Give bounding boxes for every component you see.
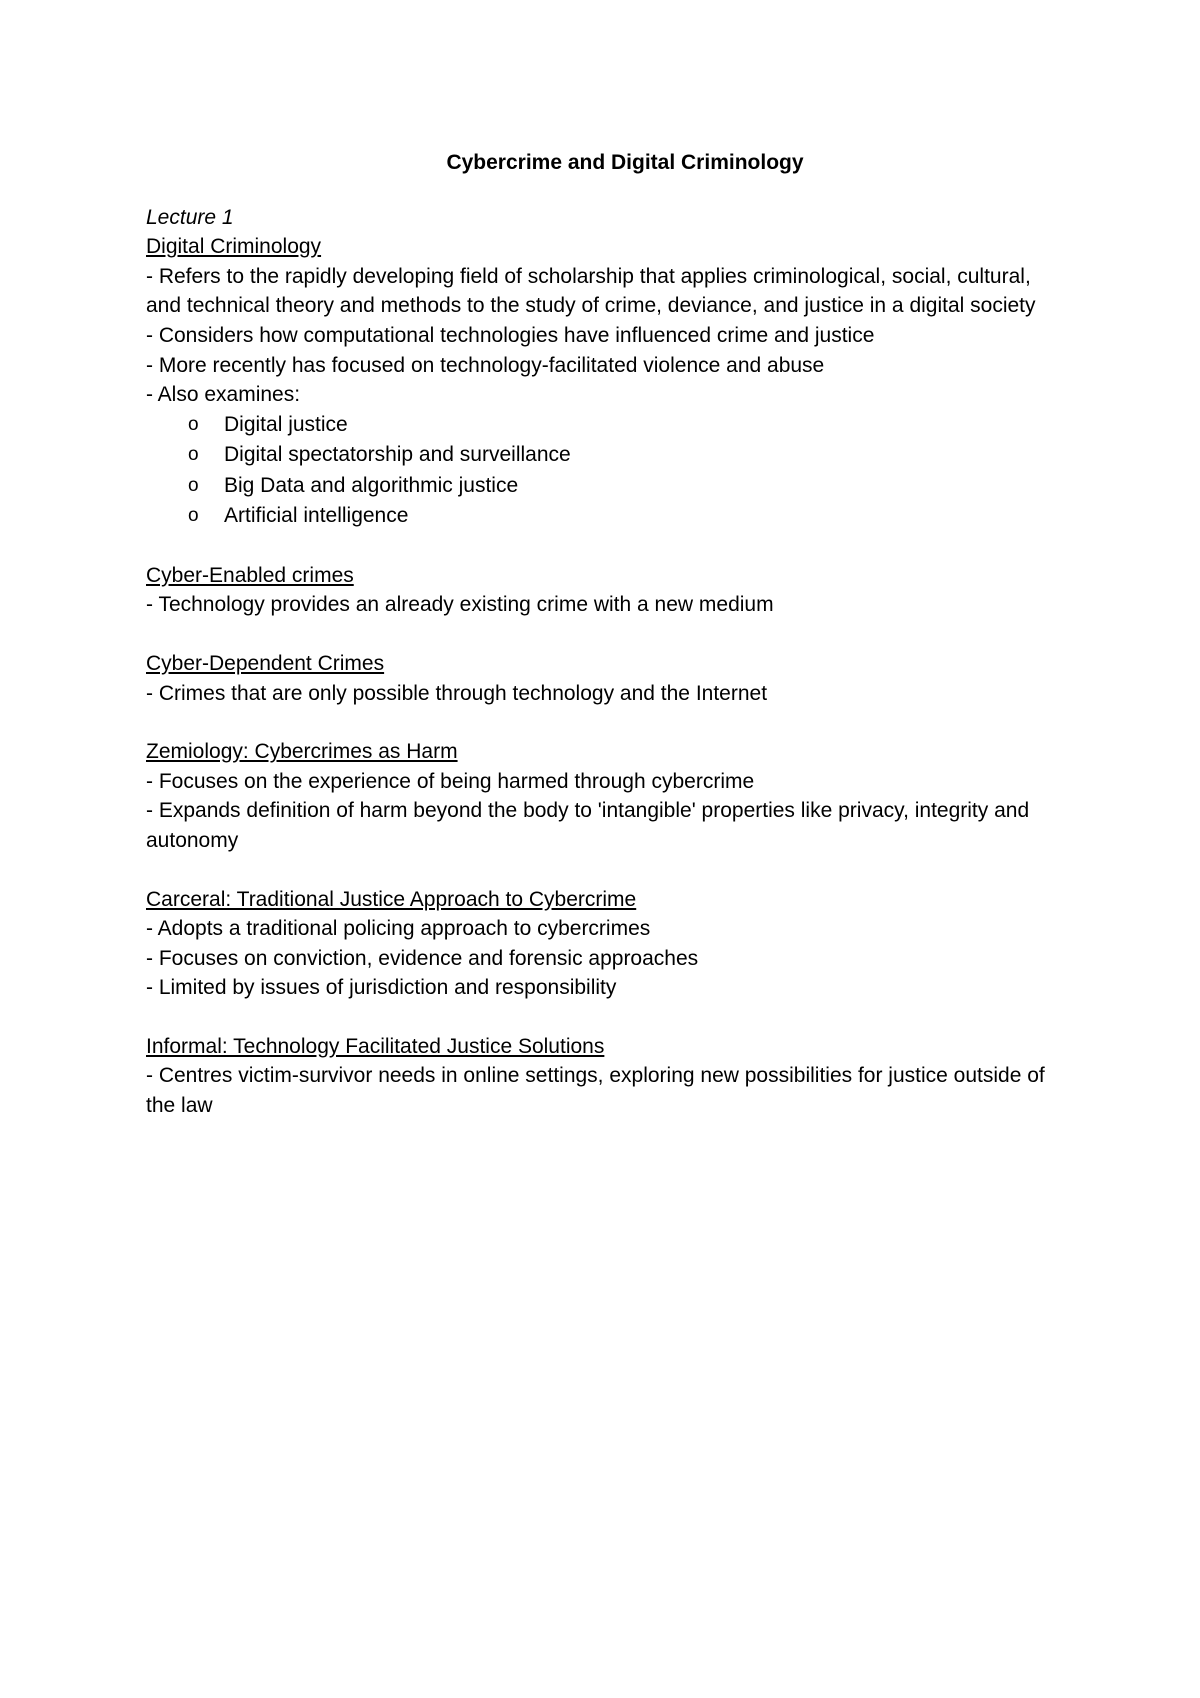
- document-title: Cybercrime and Digital Criminology: [446, 151, 804, 174]
- section-line: - Also examines:: [146, 383, 301, 407]
- section-line: - Centres victim-survivor needs in online settings, exploring new possibilities for justice outside of the law: [146, 1064, 1045, 1118]
- section-zemiology: [146, 737, 1066, 855]
- section-line: - Technology provides an already existing crime with a new medium: [146, 593, 774, 617]
- section-line: - More recently has focused on technology-facilitated violence and abuse: [146, 353, 825, 377]
- section-line: - Focuses on the experience of being harmed through cybercrime: [146, 769, 755, 793]
- section-heading: Zemiology: Cybercrimes as Harm: [146, 740, 458, 764]
- list-item: [146, 501, 1066, 532]
- examines-list: [146, 410, 1066, 532]
- list-item-text: Digital justice: [224, 412, 348, 436]
- list-item-text: Digital spectatorship and surveillance: [224, 443, 571, 467]
- section-line: - Expands definition of harm beyond the body to 'intangible' properties like privacy, integrity and autonomy: [146, 799, 1030, 852]
- section-heading: Cyber-Enabled crimes: [146, 563, 354, 587]
- lecture-label: Lecture 1: [146, 205, 234, 229]
- section-carceral: [146, 885, 1066, 1003]
- section-heading: Cyber-Dependent Crimes: [146, 651, 385, 675]
- section-cyber-dependent-crimes: [146, 649, 1066, 708]
- section-digital-criminology: [146, 232, 1066, 532]
- list-item-text: Big Data and algorithmic justice: [224, 473, 519, 497]
- section-line: - Adopts a traditional policing approach to cybercrimes: [146, 917, 651, 941]
- list-item: [146, 440, 1066, 471]
- bullet-marker-icon: o: [188, 474, 199, 496]
- list-item-text: Artificial intelligence: [224, 504, 409, 528]
- section-heading: Informal: Technology Facilitated Justice Solutions: [146, 1034, 605, 1058]
- section-line: - Considers how computational technologies have influenced crime and justice: [146, 323, 875, 347]
- bullet-marker-icon: o: [188, 505, 199, 527]
- section-informal: [146, 1032, 1066, 1121]
- bullet-marker-icon: o: [188, 444, 199, 466]
- section-cyber-enabled-crimes: [146, 561, 1066, 620]
- bullet-marker-icon: o: [188, 413, 199, 435]
- list-item: [146, 410, 1066, 441]
- document-body: [146, 148, 1066, 1121]
- spacer: [146, 178, 1066, 203]
- section-heading: Digital Criminology: [146, 235, 322, 259]
- section-line: - Focuses on conviction, evidence and forensic approaches: [146, 946, 699, 970]
- section-line: - Crimes that are only possible through technology and the Internet: [146, 681, 768, 705]
- section-line: - Refers to the rapidly developing field of scholarship that applies criminological, social, cultural, and technical theory and methods to the study of crime, deviance, and justice in a digital society: [146, 264, 1036, 318]
- section-heading: Carceral: Traditional Justice Approach to Cybercrime: [146, 887, 637, 911]
- list-item: [146, 471, 1066, 502]
- section-line: - Limited by issues of jurisdiction and responsibility: [146, 976, 617, 1000]
